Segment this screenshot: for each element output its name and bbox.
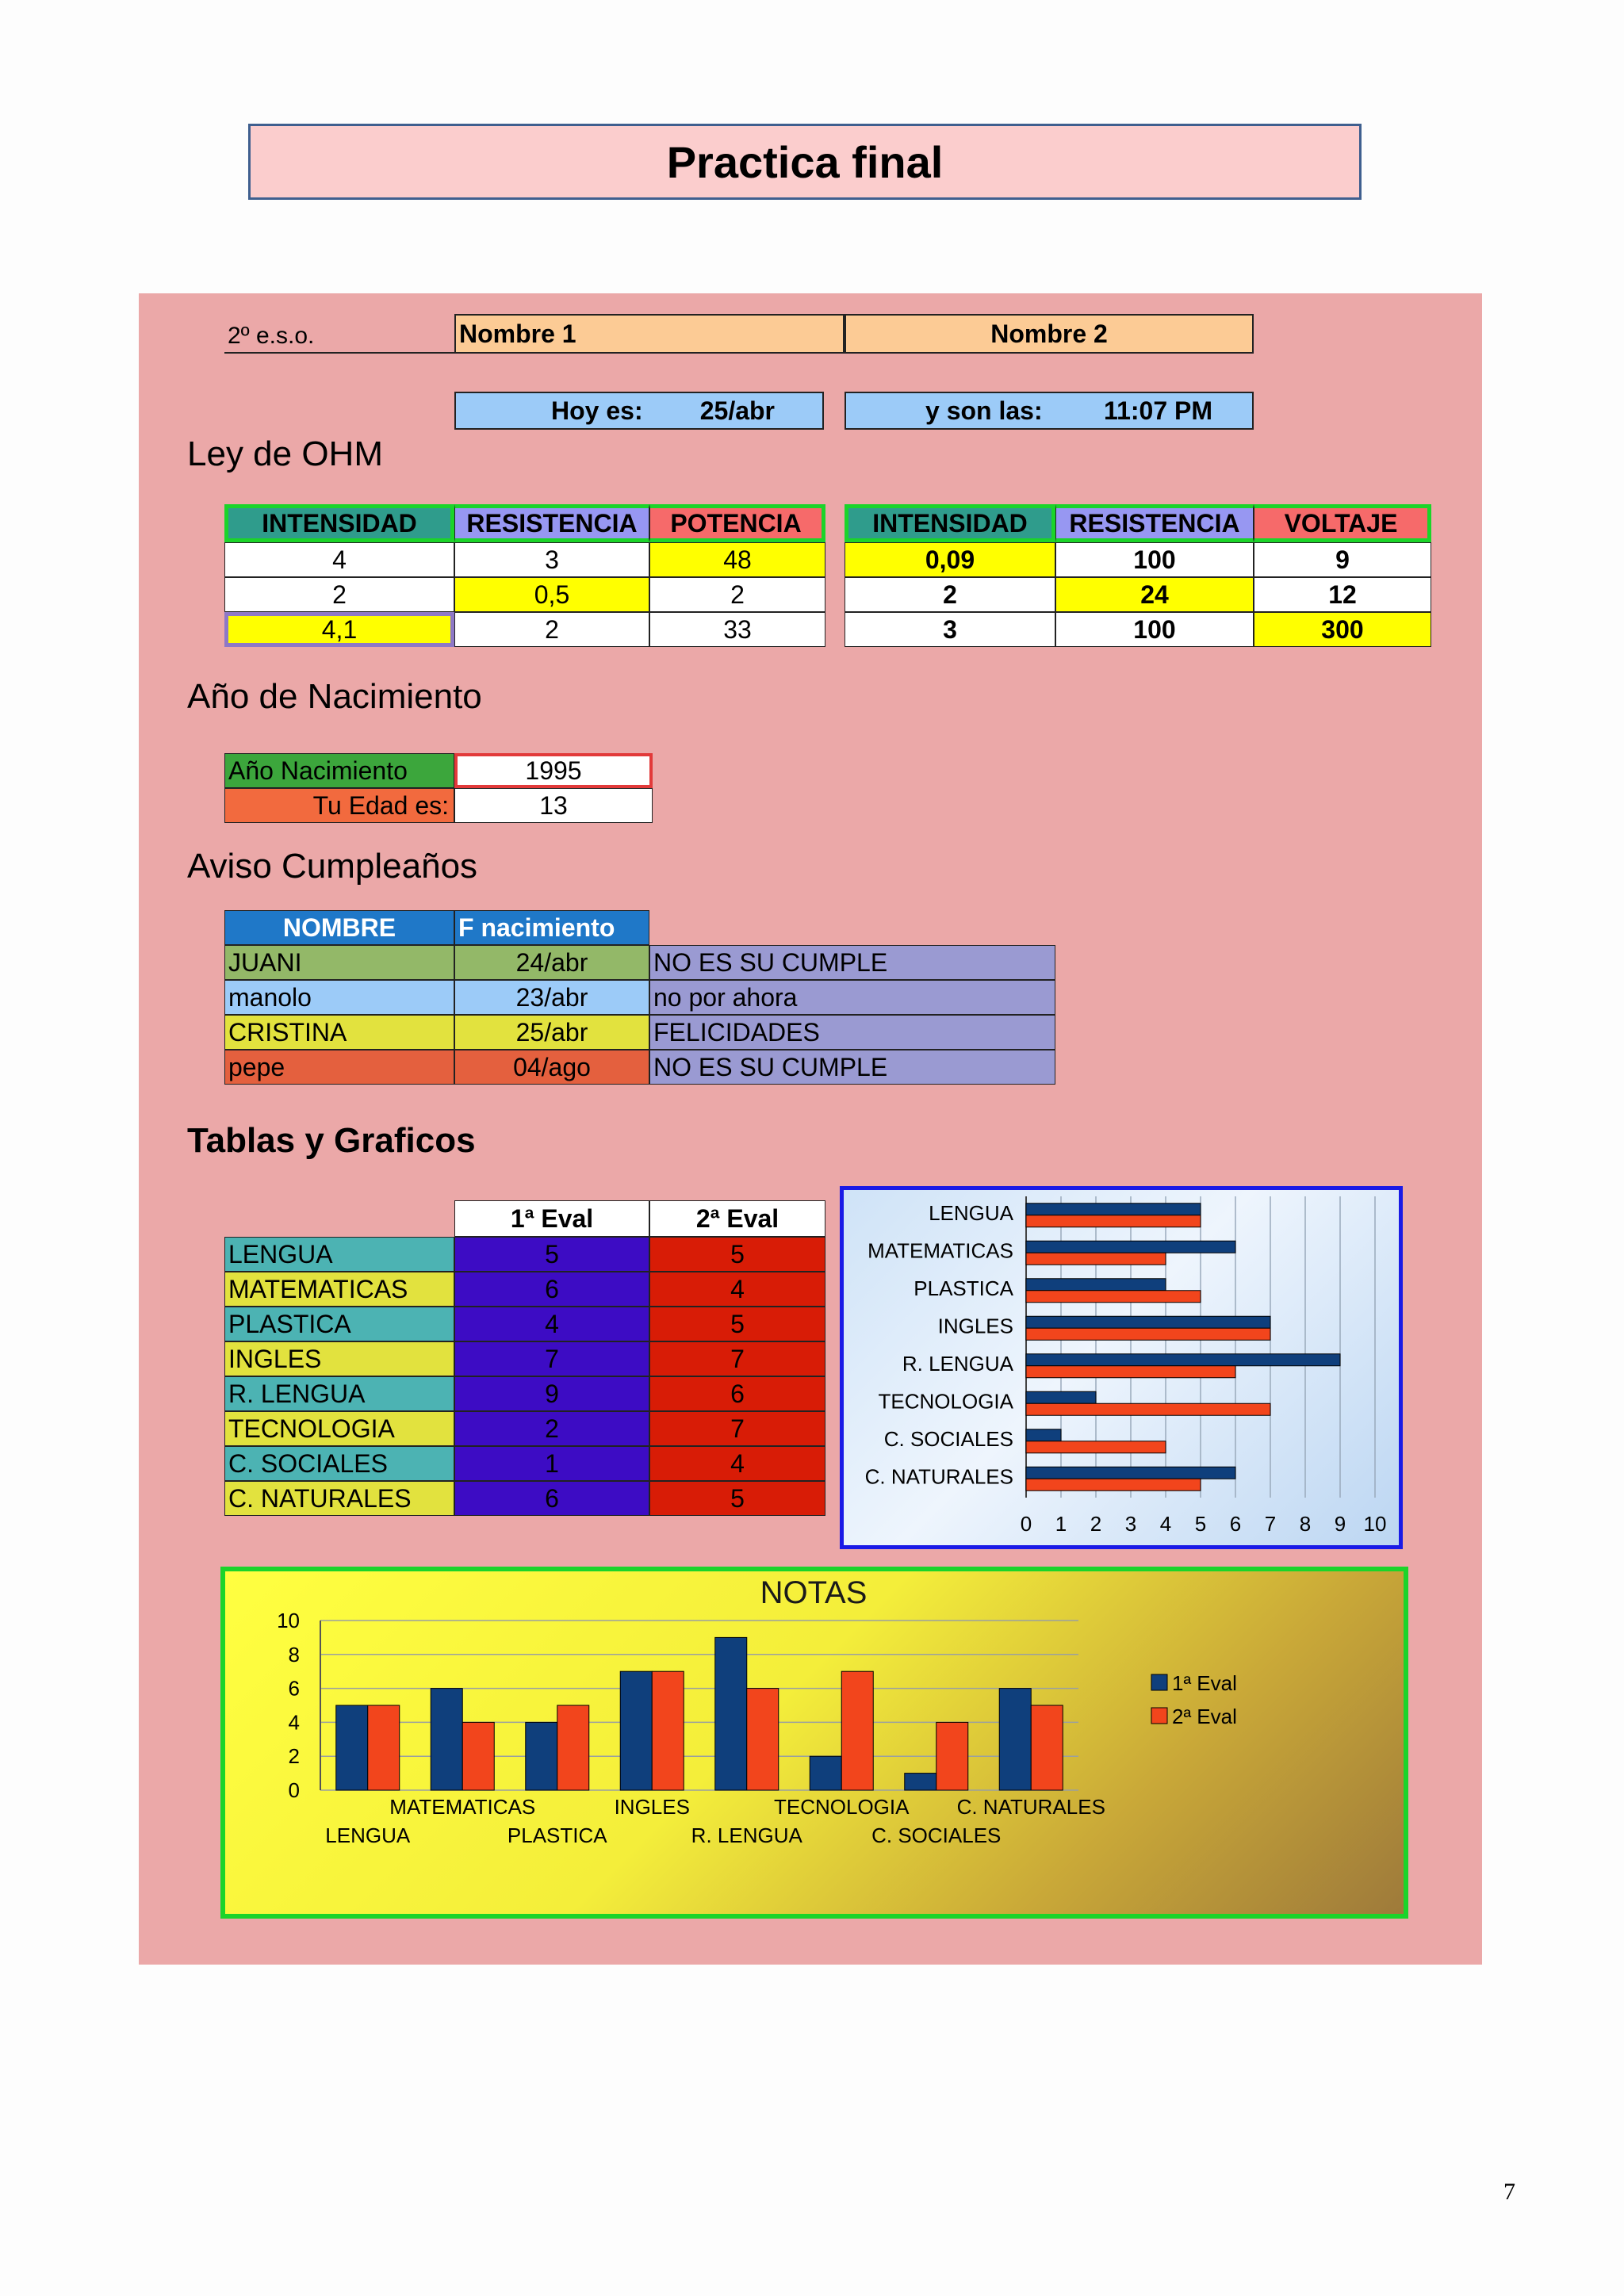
ohm-left-cell[interactable]: 48 [649,542,825,577]
grades-heading: Tablas y Graficos [187,1121,476,1160]
bar-eval1 [431,1689,462,1790]
grades-col1-header: 1ª Eval [454,1200,649,1237]
grade-eval2: 6 [649,1376,825,1411]
time-label: y son las: [925,396,1043,425]
grade-subject: LENGUA [224,1237,454,1272]
birth-year-input[interactable]: 1995 [454,753,653,788]
hbar-chart[interactable] [840,1186,1403,1549]
y-tick-label: 10 [277,1609,300,1632]
y-tick-label: 8 [288,1642,300,1667]
grade-eval2: 4 [649,1446,825,1481]
grade-subject: R. LENGUA [224,1376,454,1411]
y-tick-label: 0 [288,1778,300,1802]
bar-eval2 [368,1705,400,1790]
category-label: TECNOLOGIA [878,1389,1013,1414]
grade-subject: MATEMATICAS [224,1272,454,1307]
bar-eval1 [999,1689,1031,1790]
bar-eval1 [1026,1279,1166,1291]
grade-eval2: 5 [649,1481,825,1516]
bar-eval1 [1026,1241,1235,1253]
category-label: C. SOCIALES [883,1426,1013,1451]
page-number: 7 [1503,2179,1515,2205]
bar-eval1 [810,1756,841,1790]
bar-eval2 [747,1689,779,1790]
category-label: R. LENGUA [691,1823,802,1847]
grade-eval2: 5 [649,1307,825,1341]
grades-col2-header: 2ª Eval [649,1200,825,1237]
age-value: 13 [454,788,653,823]
bar-eval1 [1026,1316,1270,1328]
time-value: 11:07 PM [1104,396,1212,425]
grade-subject: TECNOLOGIA [224,1411,454,1446]
ohm-left-cell[interactable]: 2 [454,612,649,647]
time-box [845,392,1254,430]
legend-label: 1ª Eval [1172,1671,1237,1695]
x-tick-label: 10 [1363,1512,1387,1536]
grade-subject: C. NATURALES [224,1481,454,1516]
category-label: PLASTICA [507,1823,607,1847]
bar-eval2 [462,1722,494,1790]
x-tick-label: 3 [1124,1512,1137,1536]
ohm-left-header-3: POTENCIA [649,504,825,542]
birthday-header-name: NOMBRE [224,910,454,945]
category-label: INGLES [937,1314,1013,1338]
legend-swatch [1151,1708,1167,1724]
birthday-msg: no por ahora [649,980,1055,1015]
bar-eval1 [1026,1429,1061,1441]
birthday-msg: FELICIDADES [649,1015,1055,1050]
grade-eval2: 5 [649,1237,825,1272]
birth-year-label: Año Nacimiento [224,753,454,788]
y-tick-label: 2 [288,1744,300,1769]
birthday-date: 24/abr [454,945,649,980]
ohm-right-cell[interactable]: 0,09 [845,542,1055,577]
bar-eval1 [1026,1203,1201,1215]
grade-subject: PLASTICA [224,1307,454,1341]
bar-eval1 [336,1705,368,1790]
bar-eval2 [1026,1291,1201,1303]
category-label: R. LENGUA [902,1351,1013,1376]
grade-eval2: 7 [649,1341,825,1376]
x-tick-label: 2 [1090,1512,1102,1536]
category-label: PLASTICA [914,1276,1013,1300]
category-label: C. NATURALES [956,1795,1105,1819]
ohm-left-cell[interactable]: 2 [224,577,454,612]
ohm-left-cell[interactable]: 0,5 [454,577,649,612]
ohm-heading: Ley de OHM [187,434,383,473]
bar-eval1 [1026,1354,1340,1366]
x-tick-label: 5 [1194,1512,1207,1536]
course-label: 2º e.s.o. [224,320,454,354]
name2-field[interactable]: Nombre 2 [845,314,1254,354]
birthday-name: JUANI [224,945,454,980]
birthday-header-date: F nacimiento [454,910,649,945]
y-tick-label: 4 [288,1710,300,1735]
ohm-left-cell[interactable]: 3 [454,542,649,577]
category-label: C. SOCIALES [871,1823,1002,1847]
grade-eval1: 4 [454,1307,649,1341]
category-label: LENGUA [325,1823,411,1847]
bar-eval2 [1026,1328,1270,1340]
y-tick-label: 6 [288,1676,300,1701]
birthday-name: manolo [224,980,454,1015]
birthday-date: 23/abr [454,980,649,1015]
bar-eval2 [1026,1215,1201,1227]
bar-eval2 [1026,1366,1235,1378]
bar-eval2 [1026,1253,1166,1265]
bar-eval2 [1031,1705,1063,1790]
x-tick-label: 7 [1264,1512,1277,1536]
date-box [454,392,824,430]
category-label: C. NATURALES [864,1464,1013,1489]
grade-eval1: 7 [454,1341,649,1376]
birthday-name: pepe [224,1050,454,1085]
grade-eval2: 7 [649,1411,825,1446]
bar-eval1 [526,1722,557,1790]
grade-eval1: 6 [454,1481,649,1516]
grade-eval1: 6 [454,1272,649,1307]
ohm-left-cell[interactable]: 2 [649,577,825,612]
bar-eval2 [936,1722,968,1790]
x-tick-label: 4 [1159,1512,1172,1536]
bar-eval2 [652,1671,684,1790]
ohm-right-header-2: RESISTENCIA [1055,504,1254,542]
birthday-heading: Aviso Cumpleaños [187,847,478,886]
ohm-right-cell[interactable]: 2 [845,577,1055,612]
bar-eval1 [905,1774,936,1790]
grade-subject: C. SOCIALES [224,1446,454,1481]
birthday-name: CRISTINA [224,1015,454,1050]
legend-label: 2ª Eval [1172,1705,1237,1728]
x-tick-label: 8 [1299,1512,1312,1536]
x-tick-label: 1 [1055,1512,1067,1536]
bar-eval2 [1026,1403,1270,1415]
notas-chart-svg [225,1571,1404,1914]
grade-eval1: 9 [454,1376,649,1411]
legend-swatch [1151,1674,1167,1690]
ohm-left-cell[interactable]: 4 [224,542,454,577]
ohm-right-header-3: VOLTAJE [1254,504,1431,542]
notas-chart[interactable] [220,1567,1408,1919]
grade-subject: INGLES [224,1341,454,1376]
bar-eval1 [715,1637,747,1790]
ohm-right-cell[interactable]: 300 [1254,612,1431,647]
birthday-msg: NO ES SU CUMPLE [649,945,1055,980]
grade-eval2: 4 [649,1272,825,1307]
x-tick-label: 0 [1020,1512,1032,1536]
date-value: 25/abr [699,396,775,425]
category-label: MATEMATICAS [389,1795,536,1819]
ohm-left-header-2: RESISTENCIA [454,504,649,542]
x-tick-label: 9 [1334,1512,1346,1536]
grade-eval1: 1 [454,1446,649,1481]
category-label: INGLES [614,1795,690,1819]
bar-eval1 [620,1671,652,1790]
category-label: MATEMATICAS [868,1238,1013,1263]
hbar-chart-svg [844,1190,1399,1545]
birthday-msg: NO ES SU CUMPLE [649,1050,1055,1085]
ohm-right-cell[interactable]: 9 [1254,542,1431,577]
bar-eval1 [1026,1467,1235,1479]
age-label: Tu Edad es: [224,788,454,823]
category-label: LENGUA [929,1200,1013,1225]
grade-eval1: 5 [454,1237,649,1272]
bar-eval1 [1026,1391,1096,1403]
ohm-right-cell[interactable]: 100 [1055,542,1254,577]
ohm-right-cell[interactable]: 3 [845,612,1055,647]
date-label: Hoy es: [551,396,643,425]
ohm-left-cell[interactable]: 4,1 [224,612,454,647]
name1-field[interactable]: Nombre 1 [454,314,845,354]
x-tick-label: 6 [1229,1512,1242,1536]
bar-eval2 [1026,1479,1201,1490]
bar-eval2 [557,1705,589,1790]
ohm-left-cell[interactable]: 33 [649,612,825,647]
ohm-right-header-1: INTENSIDAD [845,504,1055,542]
ohm-left-header-1: INTENSIDAD [224,504,454,542]
ohm-right-cell[interactable]: 24 [1055,577,1254,612]
bar-eval2 [841,1671,873,1790]
birth-heading: Año de Nacimiento [187,677,482,716]
ohm-right-cell[interactable]: 100 [1055,612,1254,647]
grade-eval1: 2 [454,1411,649,1446]
birthday-date: 04/ago [454,1050,649,1085]
birthday-date: 25/abr [454,1015,649,1050]
ohm-right-cell[interactable]: 12 [1254,577,1431,612]
page-title: Practica final [248,124,1362,200]
category-label: TECNOLOGIA [774,1795,910,1819]
chart-title: NOTAS [760,1575,868,1610]
bar-eval2 [1026,1441,1166,1453]
